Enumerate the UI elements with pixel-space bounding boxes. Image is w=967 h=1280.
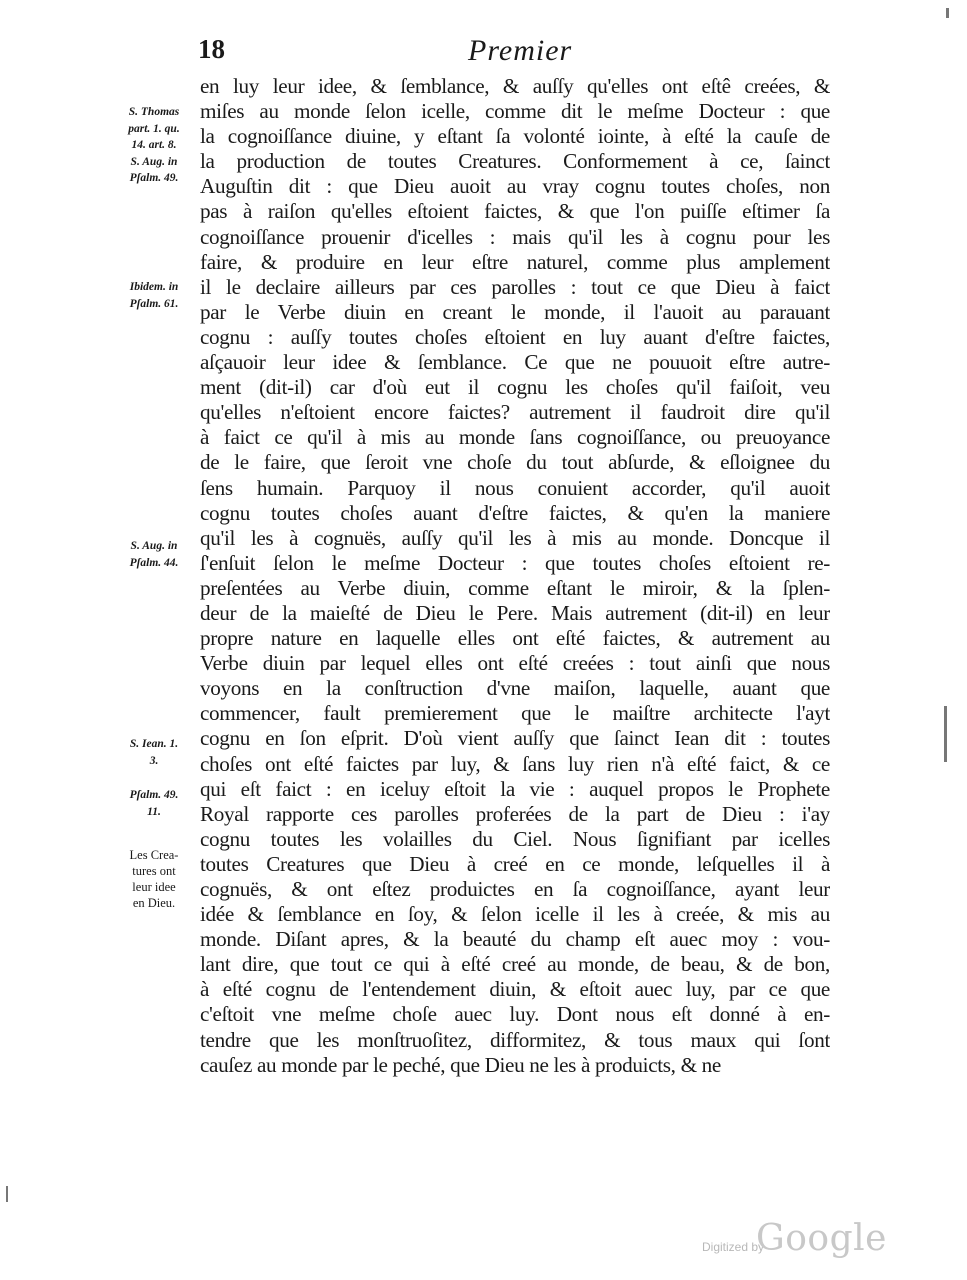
- text-line: cognu toutes choſes auant d'eſtre faictes, & qu'en la maniere: [200, 500, 830, 525]
- margin-note-ibidem: Ibidem. in Pſalm. 61.: [129, 281, 179, 310]
- text-line: cognu en ſon eſprit. D'où vient auſſy que ſainct Iean dit : toutes: [200, 726, 830, 751]
- body-text: [200, 74, 830, 1078]
- margin-note-john: S. Iean. 1. 3.: [129, 738, 179, 767]
- text-line: Verbe diuin par lequel elles ont eſté creées : tout ainſi que nous: [200, 651, 830, 676]
- text-line: aſçauoir leur idee & ſemblance. Ce que ne pouuoit eſtre autre-: [200, 350, 830, 375]
- page-header: [198, 34, 838, 74]
- text-line: lant dire, que tout ce qui à eſté creé au monde, de beau, & de bon,: [200, 952, 830, 977]
- text-line: monde. Diſant apres, & la beauté du champ eſt auec moy : vou-: [200, 927, 830, 952]
- margin-note-augustine: S. Aug. in Pſalm. 44.: [129, 540, 179, 569]
- text-line: miſes au monde ſelon icelle, comme dit le meſme Docteur : que: [200, 99, 830, 124]
- text-line: qu'elles n'eſtoient encore faictes? autrement il faudroit dire qu'il: [200, 400, 830, 425]
- scan-artifact-mark: [946, 8, 949, 18]
- text-line: pas à raiſon qu'elles eſtoient faictes, & que l'on puiſſe eſtimer ſa: [200, 199, 830, 224]
- text-line: de le faire, que ſeroit vne choſe du tout abſurde, & eſloignee du: [200, 450, 830, 475]
- text-line: il le declaire ailleurs par ces parolles : tout ce que Dieu à faict: [200, 274, 830, 299]
- page-number: 18: [198, 34, 225, 64]
- text-line: choſes ont eſté faictes par luy, & ſans luy rien n'à eſté faict, & ce: [200, 751, 830, 776]
- text-line: ment (dit-il) car d'où eut il cognu les choſes qu'il faiſoit, veu: [200, 375, 830, 400]
- text-line: par le Verbe diuin en creant le monde, il l'auoit au parauant: [200, 299, 830, 324]
- text-line: cognuës, & ont eſtez produictes en ſa cognoiſſance, ayant leur: [200, 877, 830, 901]
- scan-artifact-mark: [944, 706, 947, 762]
- margin-note-psalm: Pſalm. 49. 11.: [129, 789, 179, 818]
- running-head: Premier: [468, 34, 573, 67]
- text-line: à faict ce qu'il à mis au monde ſans cognoiſſance, ou preuoyance: [200, 425, 830, 450]
- text-line: en luy leur idee, & ſemblance, & auſſy qu'elles ont eſtê creées, &: [200, 74, 830, 98]
- text-line: faire, & produire en leur eſtre naturel, comme plus amplement: [200, 249, 830, 274]
- text-line: idée & ſemblance en ſoy, & ſelon icelle il les à creée, & mis au: [200, 902, 830, 927]
- text-line: qu'il les à cognuës, auſſy qu'il les à mis au monde. Doncque il: [200, 525, 830, 550]
- text-line: toutes Creatures que Dieu à creé en ce monde, leſquelles il à: [200, 851, 830, 876]
- text-line: c'eſtoit vne meſme choſe auec luy. Dont nous eſt donné à en-: [200, 1002, 830, 1027]
- text-line: la production de toutes Creatures. Conformement à ce, ſainct: [200, 149, 830, 174]
- text-line: voyons en la conſtruction d'vne maiſon, laquelle, auant que: [200, 676, 830, 701]
- margin-note-aquinas: S. Thomas part. 1. qu. 14. art. 8. S. Aug. in Pſalm. 49.: [128, 106, 180, 184]
- text-line: cognoiſſance prouenir d'icelles : mais qu'il les à cognu pour les: [200, 224, 830, 249]
- scan-artifact-mark: [6, 1186, 8, 1202]
- text-line: cognu : auſſy toutes choſes eſtoient en luy auant d'eſtre faictes,: [200, 324, 830, 349]
- text-line: à eſté cognu de l'entendement diuin, & eſtoit auec luy, par ce que: [200, 977, 830, 1002]
- text-line: preſentées au Verbe diuin, comme eſtant le miroir, & la ſplen-: [200, 575, 830, 600]
- text-line: cognu toutes les volailles du Ciel. Nous ſignifiant par icelles: [200, 826, 830, 851]
- text-line: commencer, fault premierement que le maiſtre architecte l'ayt: [200, 701, 830, 726]
- text-line: Auguſtin dit : que Dieu auoit au vray cognu toutes choſes, non: [200, 174, 830, 199]
- text-line: ſens humain. Parquoy il nous conuient accorder, qu'il auoit: [200, 475, 830, 500]
- text-line: la cognoiſſance diuine, y eſtant ſa volonté iointe, à eſté la cauſe de: [200, 124, 830, 149]
- watermark-prefix: Digitized by: [702, 1240, 765, 1254]
- margin-note-creatures: Les Crea- tures ont leur idee en Dieu.: [129, 848, 179, 910]
- text-line: cauſez au monde par le peché, que Dieu ne les à produicts, & ne: [200, 1052, 721, 1077]
- text-line: qui eſt faict : en iceluy eſtoit la vie : auquel propos le Prophete: [200, 776, 830, 801]
- text-line: deur de la maieſté de Dieu le Pere. Mais autrement (dit-il) en leur: [200, 600, 830, 625]
- google-logo: Google: [756, 1218, 887, 1259]
- text-line: ſ'enſuit ſelon le meſme Docteur : que toutes choſes eſtoient re-: [200, 550, 830, 575]
- text-line: tendre que les monſtruoſitez, difformitez, & tous maux qui ſont: [200, 1027, 830, 1052]
- text-line: propre nature en laquelle elles ont eſté faictes, & autrement au: [200, 626, 830, 651]
- text-line: Royal rapporte ces parolles proferées de la part de Dieu : i'ay: [200, 801, 830, 826]
